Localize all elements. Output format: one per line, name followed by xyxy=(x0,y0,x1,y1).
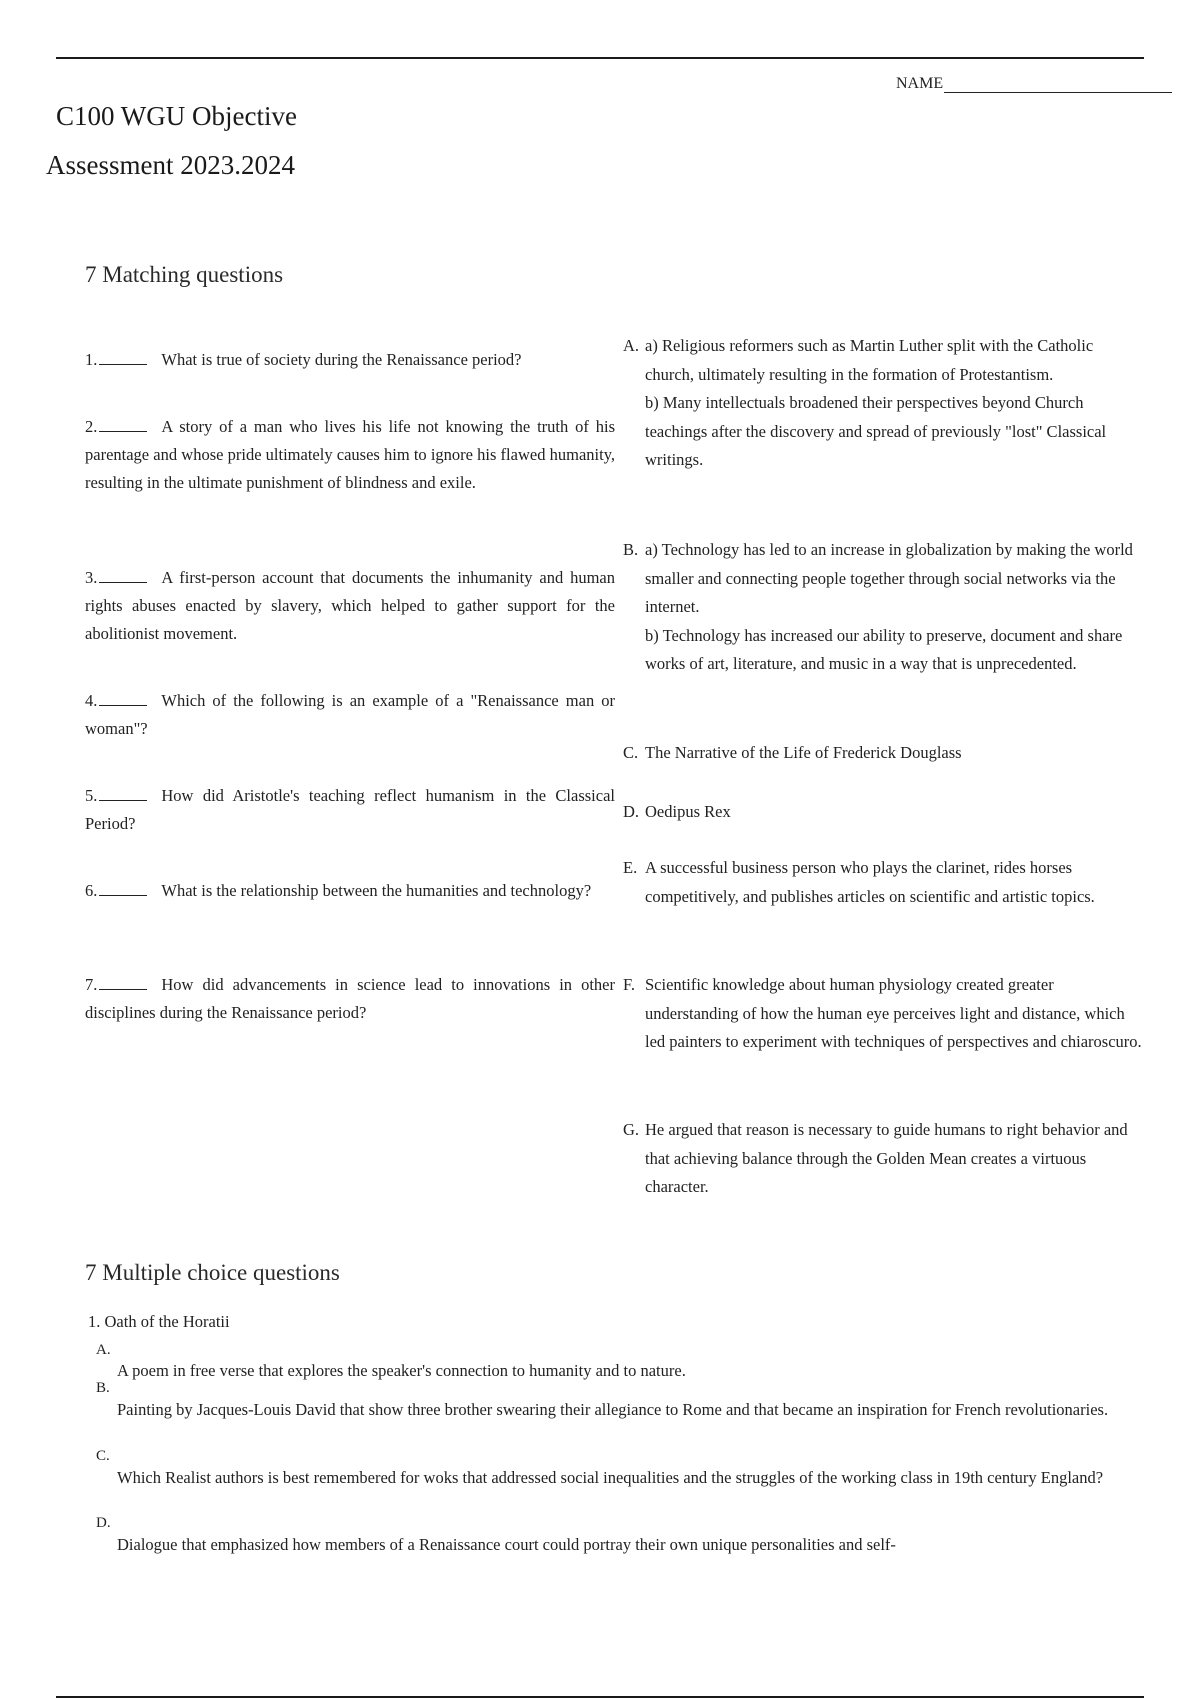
answer-letter: F. xyxy=(623,975,635,994)
matching-answer xyxy=(623,332,1143,475)
matching-answer xyxy=(623,798,1143,827)
mc-option-letter: C. xyxy=(96,1448,110,1464)
name-blank-line xyxy=(944,74,1172,93)
answer-blank xyxy=(99,786,147,801)
matching-question xyxy=(85,782,615,838)
answer-text: He argued that reason is necessary to guide humans to right behavior and that achieving balance through the Golden Mean creates a virtuous character. xyxy=(645,1120,1128,1196)
question-text: What is true of society during the Renaissance period? xyxy=(161,350,522,369)
question-number: 4. xyxy=(85,691,98,710)
question-text: How did advancements in science lead to innovations in other disciplines during the Renaissance period? xyxy=(85,975,615,1022)
mc-option-letter: A. xyxy=(96,1342,111,1358)
name-field xyxy=(896,74,1172,93)
question-number: 5. xyxy=(85,786,98,805)
matching-question xyxy=(85,877,615,905)
question-number: 2. xyxy=(85,417,98,436)
answer-blank xyxy=(99,691,147,706)
matching-question xyxy=(85,687,615,743)
top-rule xyxy=(56,57,1144,59)
answer-blank xyxy=(99,417,147,432)
question-text: A story of a man who lives his life not knowing the truth of his parentage and whose pride ultimately causes him to ignore his flawed humanity, resulting in the ultimate punishment of blindness and exile. xyxy=(85,417,615,492)
question-text: What is the relationship between the humanities and technology? xyxy=(161,881,592,900)
multiple-choice-heading: 7 Multiple choice questions xyxy=(85,1260,340,1285)
matching-question xyxy=(85,971,615,1027)
bottom-rule xyxy=(56,1696,1144,1698)
question-number: 7. xyxy=(85,975,98,994)
name-label: NAME xyxy=(896,75,944,92)
answer-blank xyxy=(99,350,147,365)
matching-answer xyxy=(623,536,1143,679)
mc-option-text: Painting by Jacques-Louis David that show three brother swearing their allegiance to Rome and that became an inspiration for French revolutionaries. xyxy=(117,1400,1109,1419)
answer-text: Scientific knowledge about human physiology created greater understanding of how the human eye perceives light and distance, which led painters to experiment with techniques of perspectives and chiaroscuro. xyxy=(645,975,1142,1051)
answer-letter: E. xyxy=(623,858,638,877)
question-number: 6. xyxy=(85,881,98,900)
answer-letter: C. xyxy=(623,743,639,762)
matching-heading: 7 Matching questions xyxy=(85,262,284,287)
question-number: 1. xyxy=(85,350,98,369)
matching-question xyxy=(85,413,615,497)
document-title-line-2: Assessment 2023.2024 xyxy=(46,150,295,180)
answer-blank xyxy=(99,975,147,990)
answer-text-part-b: b) Many intellectuals broadened their perspectives beyond Church teachings after the discovery and spread of previously "lost" Classical writings. xyxy=(645,393,1107,469)
mc-option-text: Dialogue that emphasized how members of a Renaissance court could portray their own unique personalities and self- xyxy=(117,1535,896,1554)
answer-letter: A. xyxy=(623,336,640,355)
question-number: 3. xyxy=(85,568,98,587)
answer-text: a) Religious reformers such as Martin Luther split with the Catholic church, ultimately resulting in the formation of Protestantism. xyxy=(645,336,1094,384)
answer-text: A successful business person who plays the clarinet, rides horses competitively, and publishes articles on scientific and artistic topics. xyxy=(645,858,1095,906)
document-title-line-1: C100 WGU Objective xyxy=(56,101,297,131)
mc-option-letter: D. xyxy=(96,1515,111,1531)
answer-text: The Narrative of the Life of Frederick Douglass xyxy=(645,743,962,762)
mc-question-prompt: 1. Oath of the Horatii xyxy=(88,1312,230,1331)
matching-question xyxy=(85,564,615,648)
answer-text: Oedipus Rex xyxy=(645,802,731,821)
answer-blank xyxy=(99,568,147,583)
matching-answer xyxy=(623,1116,1143,1202)
question-text: Which of the following is an example of a "Renaissance man or woman"? xyxy=(85,691,615,738)
matching-question xyxy=(85,346,615,374)
question-text: A first-person account that documents the inhumanity and human rights abuses enacted by slavery, which helped to gather support for the abolitionist movement. xyxy=(85,568,615,643)
answer-letter: B. xyxy=(623,540,639,559)
matching-answer xyxy=(623,854,1143,911)
answer-text: a) Technology has led to an increase in globalization by making the world smaller and connecting people together through social networks via the internet. xyxy=(645,540,1133,616)
answer-text-part-b: b) Technology has increased our ability to preserve, document and share works of art, literature, and music in a way that is unprecedented. xyxy=(645,625,1123,673)
mc-option-text: Which Realist authors is best remembered for woks that addressed social inequalities and the struggles of the working class in 19th century England? xyxy=(117,1468,1104,1487)
mc-option-letter: B. xyxy=(96,1380,110,1396)
matching-answer xyxy=(623,971,1143,1057)
matching-answer xyxy=(623,739,1143,768)
answer-letter: D. xyxy=(623,802,640,821)
mc-option-text: A poem in free verse that explores the speaker's connection to humanity and to nature. xyxy=(117,1361,686,1380)
answer-blank xyxy=(99,881,147,896)
question-text: How did Aristotle's teaching reflect humanism in the Classical Period? xyxy=(85,786,615,833)
answer-letter: G. xyxy=(623,1120,640,1139)
